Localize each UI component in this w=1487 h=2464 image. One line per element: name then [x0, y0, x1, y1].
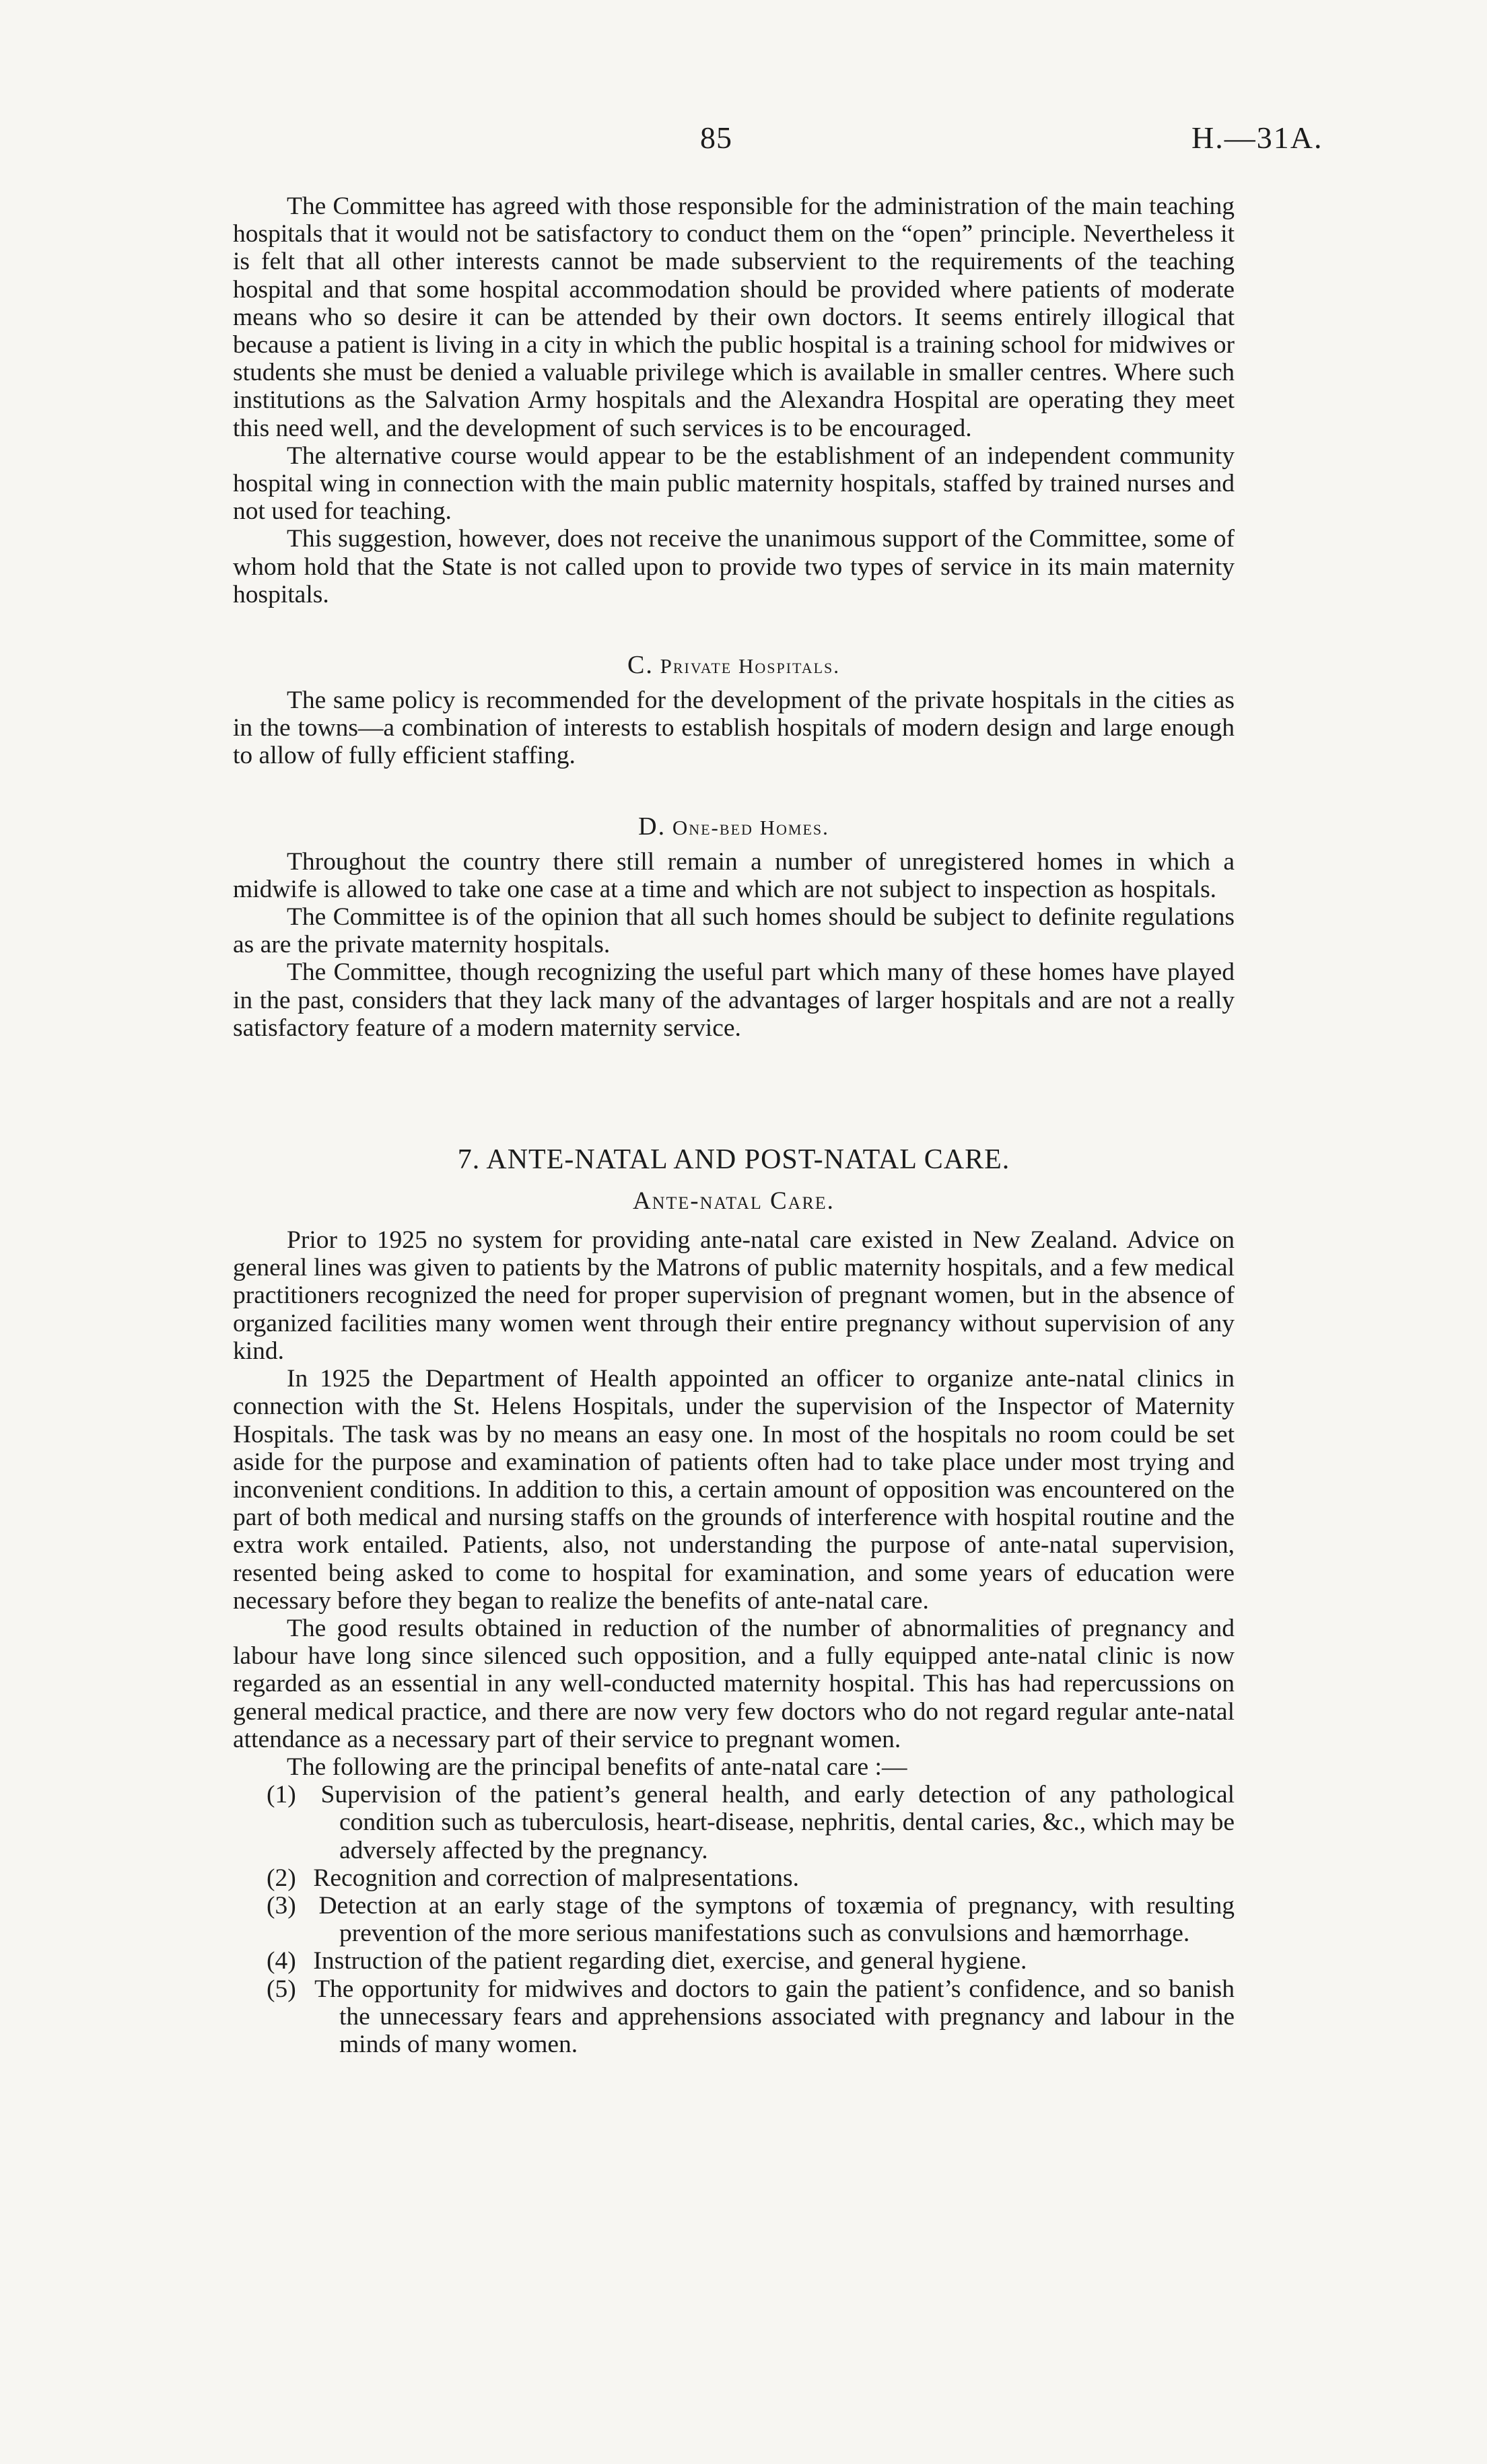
- list-item-number: (1): [267, 1781, 296, 1809]
- list-item-text: Detection at an early stage of the symptons of toxæmia of pregnancy, with resulting prevention of the more serious manifestations such as convulsions and hæmorrhage.: [318, 1891, 1235, 1948]
- list-item-text: Recognition and correction of malpresentations.: [313, 1864, 800, 1892]
- section-7-heading: 7. ANTE-NATAL AND POST-NATAL CARE.: [457, 1144, 1010, 1176]
- body-text: [233, 192, 1235, 2058]
- paragraph: Throughout the country there still remain a number of unregistered homes in which a midwife is allowed to take one case at a time and which are not subject to inspection as hospitals.: [233, 847, 1235, 903]
- list-item-text: The opportunity for midwives and doctors to gain the patient’s confidence, and so banish the unnecessary fears and apprehensions associated with pregnancy and labour in the minds of many women.: [314, 1975, 1235, 2058]
- document-reference: H.—31A.: [1191, 120, 1323, 155]
- list-item: [233, 1864, 1235, 1892]
- list-item: [233, 1781, 1235, 1864]
- section-c-title: Private Hospitals.: [660, 654, 841, 678]
- list-item: [233, 1975, 1235, 2059]
- paragraph: The good results obtained in reduction of the number of abnormalities of pregnancy and labour have long since silenced such opposition, and a fully equipped ante-natal clinic is now regarded as an essential in any well-conducted maternity hospital. This has had repercussions on general medical practice, and there are now very few doctors who do not regard regular ante-natal attendance as a necessary part of their service to pregnant women.: [233, 1614, 1235, 1753]
- section-d-title: One-bed Homes.: [672, 815, 829, 839]
- paragraph: The Committee has agreed with those responsible for the administration of the main teaching hospitals that it would not be satisfactory to conduct them on the “open” principle. Nevertheless it is felt that all other interests cannot be made subservient to the requirements of the teaching hospital and that some hospital accommodation should be provided where patients of moderate means who so desire it can be attended by their own doctors. It seems entirely illogical that because a patient is living in a city in which the public hospital is a training school for midwives or students she must be denied a valuable privilege which is available in smaller centres. Where such institutions as the Salvation Army hospitals and the Alexandra Hospital are operating they meet this need well, and the development of such services is to be encouraged.: [233, 192, 1235, 442]
- paragraph: This suggestion, however, does not receive the unanimous support of the Committee, some of whom hold that the State is not called upon to provide two types of service in its main maternity hospitals.: [233, 525, 1235, 608]
- list-item-number: (4): [267, 1947, 296, 1975]
- paragraph: The alternative course would appear to be the establishment of an independent community hospital wing in connection with the main public maternity hospitals, staffed by trained nurses and not used for teaching.: [233, 442, 1235, 526]
- paragraph: Prior to 1925 no system for providing ante-natal care existed in New Zealand. Advice on general lines was given to patients by the Matrons of public maternity hospitals, and a few medical practitioners recognized the need for proper supervision of pregnant women, but in the absence of organized facilities many women went through their entire pregnancy without supervision of any kind.: [233, 1226, 1235, 1365]
- list-intro: The following are the principal benefits of ante-natal care :—: [287, 1753, 907, 1781]
- page-header: [0, 120, 1487, 167]
- section-d-letter: D.: [638, 812, 666, 841]
- paragraph: The Committee, though recognizing the useful part which many of these homes have played in the past, considers that they lack many of the advantages of larger hospitals and are not a really satisfactory feature of a modern maternity service.: [233, 958, 1235, 1042]
- benefits-list: [233, 1781, 1235, 2058]
- list-item-number: (2): [267, 1864, 296, 1892]
- paragraph: The Committee is of the opinion that all such homes should be subject to definite regulations as are the private maternity hospitals.: [233, 903, 1235, 959]
- list-item: [233, 1947, 1235, 1975]
- list-item-number: (3): [267, 1891, 296, 1920]
- page-number: 85: [700, 120, 732, 155]
- section-c-heading: [233, 650, 1235, 681]
- list-item-text: Supervision of the patient’s general health, and early detection of any pathological condition such as tuberculosis, heart-disease, nephritis, dental caries, &c., which may be adversely affected by the pregnancy.: [320, 1781, 1235, 1864]
- section-d-heading: [233, 812, 1235, 843]
- paragraph: The same policy is recommended for the development of the private hospitals in the cities as in the towns—a combination of interests to establish hospitals of modern design and large enough to allow of fully efficient staffing.: [233, 687, 1235, 770]
- list-item: [233, 1892, 1235, 1947]
- paragraph: In 1925 the Department of Health appointed an officer to organize ante-natal clinics in connection with the St. Helens Hospitals, under the supervision of the Inspector of Maternity Hospitals. The task was by no means an easy one. In most of the hospitals no room could be set aside for the purpose and examination of patients often had to take place under most trying and inconvenient conditions. In addition to this, a certain amount of opposition was encountered on the part of both medical and nursing staffs on the grounds of interference with hospital routine and the extra work entailed. Patients, also, not understanding the purpose of ante-natal supervision, resented being asked to come to hospital for examination, and some years of education were necessary before they began to realize the benefits of ante-natal care.: [233, 1365, 1235, 1615]
- section-7-subheading: Ante-natal Care.: [633, 1187, 835, 1216]
- section-c-letter: C.: [627, 651, 654, 680]
- list-item-number: (5): [267, 1975, 296, 2003]
- list-item-text: Instruction of the patient regarding diet, exercise, and general hygiene.: [313, 1947, 1027, 1975]
